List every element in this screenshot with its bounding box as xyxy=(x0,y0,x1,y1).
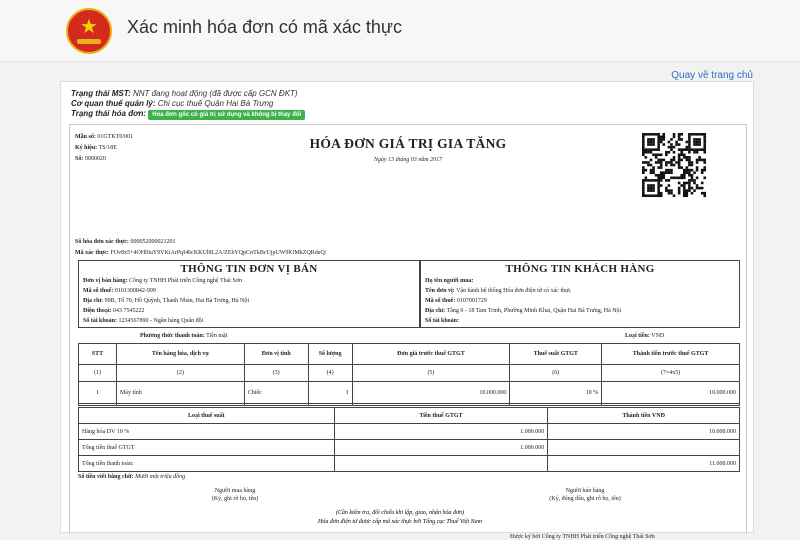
col-header: Số lượng xyxy=(308,344,352,365)
invoice-document xyxy=(69,124,747,540)
currency xyxy=(625,333,664,339)
buyer-unit xyxy=(425,288,571,294)
summary-tax: 1.000.000 xyxy=(334,440,548,456)
col-code: (3) xyxy=(244,365,308,382)
table-row xyxy=(79,424,740,440)
qr-code-icon xyxy=(642,133,706,197)
summary-tax xyxy=(334,456,548,472)
seller-tax-value: 0101300842-999 xyxy=(114,288,156,294)
table-spacer-row xyxy=(79,404,740,406)
item-unit-price: 10.000.000 xyxy=(352,382,510,404)
verification-card xyxy=(60,81,754,540)
col-code: (5) xyxy=(352,365,510,382)
item-quantity: 1 xyxy=(308,382,352,404)
buyer-info xyxy=(420,260,740,328)
items-code-row xyxy=(79,365,740,382)
app-header xyxy=(0,0,800,62)
buyer-signature-note: (Ký, ghi rõ họ, tên) xyxy=(211,496,259,502)
seller-account-value: 1234567890 - Ngân hàng Quân đội xyxy=(118,318,204,324)
summary-amount: 10.000.000 xyxy=(548,424,740,440)
items-header-row xyxy=(79,344,740,365)
seller-unit-label: Đơn vị bán hàng: xyxy=(83,278,128,284)
item-tax-rate: 10 % xyxy=(510,382,602,404)
seller-unit xyxy=(83,278,242,284)
form-number-label: Mẫu số: xyxy=(75,134,96,140)
auth-code xyxy=(75,250,326,256)
col-code: (7=4x5) xyxy=(602,365,740,382)
seller-info xyxy=(78,260,420,328)
summary-tax: 1.000.000 xyxy=(334,424,548,440)
auth-code-value: FOv8x5+4OHl0uY9VKiArPqI46cKKUl8L2A/ZEbYQpCnTkBcUjpUW9lOMkZQRdeQ/ xyxy=(110,250,327,256)
seller-address-value: 99B, Tổ 70, Hồ Quỳnh, Thanh Nhàn, Hai Bà Trưng, Hà Nội xyxy=(104,298,250,304)
col-header: Đơn giá trước thuế GTGT xyxy=(352,344,510,365)
auth-number-label: Số hóa đơn xác thực: xyxy=(75,239,129,245)
buyer-name-label: Họ tên người mua: xyxy=(425,278,474,284)
auth-number-value: 000052000021201 xyxy=(130,239,176,245)
invoice-symbol-value: TS/18E xyxy=(98,145,117,151)
summary-amount xyxy=(548,440,740,456)
tax-office-value: Chi cục thuế Quận Hai Bà Trưng xyxy=(157,99,274,108)
seller-tax-code xyxy=(83,288,156,294)
buyer-account-label: Số tài khoản: xyxy=(425,318,460,324)
col-header: Tên hàng hóa, dịch vụ xyxy=(116,344,244,365)
invoice-status xyxy=(71,109,305,120)
mst-status xyxy=(71,89,298,98)
col-header: Thành tiền trước thuế GTGT xyxy=(602,344,740,365)
summary-amount: 11.000.000 xyxy=(548,456,740,472)
currency-label: Loại tiền: xyxy=(625,333,650,339)
seller-signature-title: Người bán hàng xyxy=(565,488,605,494)
invoice-date: Ngày 13 tháng 03 năm 2017 xyxy=(373,157,443,163)
seller-title: THÔNG TIN ĐƠN VỊ BÁN xyxy=(180,263,318,275)
seller-phone-label: Điện thoại: xyxy=(83,308,112,314)
form-number-value: 01GTKT0/001 xyxy=(97,134,134,140)
seller-address xyxy=(83,298,249,304)
seller-account-label: Số tài khoản: xyxy=(83,318,118,324)
seller-address-label: Địa chỉ: xyxy=(83,298,104,304)
buyer-unit-value: Vận hành hệ thống Hóa đơn điện tử có xác thực xyxy=(456,288,572,294)
buyer-tax-label: Mã số thuế: xyxy=(425,298,456,304)
summary-col-header: Thành tiền VNĐ xyxy=(548,408,740,424)
col-code: (2) xyxy=(116,365,244,382)
seller-account xyxy=(83,318,203,324)
tax-summary-table xyxy=(78,407,740,472)
col-header: STT xyxy=(79,344,117,365)
seller-unit-value: Công ty TNHH Phát triển Công nghệ Thái Sơn xyxy=(129,278,242,284)
col-code: (4) xyxy=(308,365,352,382)
summary-header-row xyxy=(79,408,740,424)
amount-in-words-value: Mười một triệu đồng xyxy=(135,474,186,480)
payment-method-label: Phương thức thanh toán: xyxy=(140,333,205,339)
summary-label: Tổng tiền thanh toán: xyxy=(79,456,335,472)
buyer-tax-code xyxy=(425,298,487,304)
buyer-unit-label: Tên đơn vị: xyxy=(425,288,455,294)
buyer-title: THÔNG TIN KHÁCH HÀNG xyxy=(505,263,655,275)
invoice-title: HÓA ĐƠN GIÁ TRỊ GIA TĂNG xyxy=(309,136,507,151)
buyer-address-value: Tầng 9 - 18 Tam Trinh, Phường Minh Khai, Quận Hai Bà Trưng, Hà Nội xyxy=(446,308,622,314)
summary-label: Hàng hóa DV 10 % xyxy=(79,424,335,440)
home-link[interactable]: Quay về trang chủ xyxy=(671,70,753,81)
amount-in-words xyxy=(78,474,185,480)
seller-signature xyxy=(520,488,650,502)
seller-tax-label: Mã số thuế: xyxy=(83,288,114,294)
col-header: Thuế suất GTGT xyxy=(510,344,602,365)
col-code: (1) xyxy=(79,365,117,382)
footer-issuer-note: Hóa đơn điện tử được cấp mã xác thực bởi Tổng cục Thuế Việt Nam xyxy=(318,519,482,525)
amount-in-words-label: Số tiền viết bằng chữ: xyxy=(78,474,134,480)
items-table xyxy=(78,343,740,406)
summary-label: Tổng tiền thuế GTGT xyxy=(79,440,335,456)
mst-status-value: NNT đang hoạt động (đã được cấp GCN ĐKT) xyxy=(132,89,298,98)
buyer-signature xyxy=(180,488,290,502)
currency-value: VND xyxy=(651,333,665,339)
table-row xyxy=(79,382,740,404)
footer-check-note: (Cần kiểm tra, đối chiếu khi lập, giao, nhận hóa đơn) xyxy=(335,510,465,516)
tax-office xyxy=(71,99,273,108)
item-name: Máy tính xyxy=(116,382,244,404)
invoice-status-badge: Hóa đơn gốc có giá trị sử dụng và không bị thay đổi xyxy=(148,110,305,120)
summary-col-header: Tiền thuế GTGT xyxy=(334,408,548,424)
buyer-name xyxy=(425,278,473,284)
buyer-address xyxy=(425,308,621,314)
app-title: Xác minh hóa đơn có mã xác thực xyxy=(127,17,402,37)
col-code: (6) xyxy=(510,365,602,382)
mst-status-label: Trạng thái MST: xyxy=(71,89,131,98)
col-header: Đơn vị tính xyxy=(244,344,308,365)
invoice-status-label: Trạng thái hóa đơn: xyxy=(71,109,146,118)
invoice-symbol-label: Ký hiệu: xyxy=(75,145,98,151)
table-row xyxy=(79,440,740,456)
buyer-address-label: Địa chỉ: xyxy=(425,308,446,314)
tax-office-label: Cơ quan thuế quản lý: xyxy=(71,99,156,108)
payment-method-value: Tiền mặt xyxy=(206,333,228,339)
item-index: 1 xyxy=(79,382,117,404)
table-row xyxy=(79,456,740,472)
buyer-account xyxy=(425,318,459,324)
item-amount: 10.000.000 xyxy=(602,382,740,404)
buyer-signature-title: Người mua hàng xyxy=(214,488,256,494)
auth-number xyxy=(75,239,175,245)
seller-phone-value: 043 7545222 xyxy=(113,308,145,314)
summary-col-header: Loại thuế suất xyxy=(79,408,335,424)
auth-code-label: Mã xác thực: xyxy=(75,250,109,256)
invoice-number-value: 0000020 xyxy=(84,156,106,162)
seller-phone xyxy=(83,308,145,314)
digital-signature: Được ký bởi Công ty TNHH Phát triển Công nghệ Thái Sơn xyxy=(510,534,655,540)
invoice-number-label: Số: xyxy=(75,156,84,162)
seller-signature-note: (Ký, đóng dấu, ghi rõ họ, tên) xyxy=(549,496,621,502)
emblem-icon: ★ xyxy=(66,8,112,54)
item-unit: Chiếc xyxy=(244,382,308,404)
payment-method xyxy=(140,333,227,339)
buyer-tax-value: 0107001729 xyxy=(456,298,487,304)
